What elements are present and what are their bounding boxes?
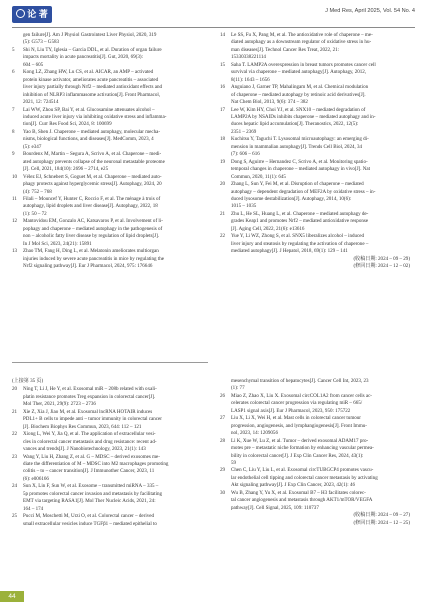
reference-number xyxy=(220,248,231,255)
reference-number xyxy=(12,166,23,173)
reference-line xyxy=(12,181,208,188)
reference-text: Xie Z, Xia J, Jiao M, et al. Exosomal lncRNA HOTAIR induces xyxy=(23,408,153,415)
journal-section-logo xyxy=(12,6,52,23)
reference-number xyxy=(220,196,231,203)
received-date: (收稿日期: 2024 – 09 – 29) xyxy=(353,255,410,262)
reference-number xyxy=(12,401,23,408)
reference-number: 8 xyxy=(12,128,15,135)
reference-text: motes pre – metastatic niche formation by enhancing vascular permea- xyxy=(231,445,374,452)
reference-number xyxy=(220,445,231,452)
reference-number xyxy=(220,423,231,430)
reference-line xyxy=(220,393,416,400)
reference-number xyxy=(220,218,231,225)
reference-text: Mantovidou EM, Gonzalo AC, Katsavaros P, et al. Involvement of li- xyxy=(23,218,163,225)
reference-text: Sun X, Lin F, Sun W, et al. Exosome – transmitted miRNA – 335 – xyxy=(23,483,159,490)
reference-number xyxy=(220,482,231,489)
reference-number xyxy=(220,174,231,181)
reference-number: 21 xyxy=(220,210,226,217)
reference-text: diated autophagy as a downstream regulator of oxidative stress in hu- xyxy=(231,39,372,46)
reference-number: 30 xyxy=(220,489,226,496)
reference-line xyxy=(12,203,208,210)
reference-number xyxy=(12,54,23,61)
reference-text: vances and trends[J]. J Nanobiotechnology, 2023, 21(1): 143 xyxy=(23,446,146,453)
reference-number xyxy=(12,461,23,468)
reference-number xyxy=(12,136,23,143)
reference-text: Zhang L, Sun Y, Fei M, et al. Disruption of chaperone – mediated xyxy=(231,181,364,188)
reference-line xyxy=(220,69,416,76)
reference-line xyxy=(12,476,208,483)
reference-line xyxy=(12,241,208,248)
logo-ring-icon xyxy=(16,9,25,18)
reference-line xyxy=(12,483,208,490)
reference-text: Bourdenx M, Martin – Segura A, Scrivo A, et al. Chaperone – medi- xyxy=(23,151,162,158)
reference-text: (4): 752 – 768 xyxy=(23,188,52,195)
reference-line xyxy=(220,400,416,407)
reference-text: progression, angiogenesis, and lymphangiogenesis[J]. Front Immu- xyxy=(231,422,367,429)
reference-number: 7 xyxy=(12,106,15,113)
header-divider xyxy=(12,27,415,28)
reference-text: Zhao TM, Fang H, Ding L, et al. Melatonin ameliorates multiorgan xyxy=(23,248,159,255)
reference-number xyxy=(12,159,23,166)
reference-number xyxy=(220,430,231,437)
reference-text: 59 xyxy=(231,459,237,466)
reference-line xyxy=(220,453,416,460)
reference-text: Mol Ther, 2021, 29(9): 2723 – 2736 xyxy=(23,401,96,408)
reference-text: (5): e347 xyxy=(23,143,42,150)
reference-number xyxy=(220,453,231,460)
reference-text: Yue Y, Li WZ, Zhong S, et al. SNX5 liberalizes alcohol – induced xyxy=(231,233,365,240)
reference-number xyxy=(12,446,23,453)
received-date: (收稿日期: 2024 – 09 – 27) xyxy=(353,512,410,519)
reference-number xyxy=(12,226,23,233)
reference-text: ated autophagy prevents collapse of the neuronal metastable proteome xyxy=(23,158,165,165)
reference-text: Nat Chem Biol, 2013, 9(6): 374 – 382 xyxy=(231,99,308,106)
reference-text: Wang Y, Liu H, Zhang Z, et al. G – MDSC – derived exosomes me- xyxy=(23,453,160,460)
reference-text: autophagy, lipid droplets and liver disease[J]. Autophagy, 2022, 18 xyxy=(23,203,158,210)
reference-line xyxy=(12,174,208,181)
reference-line xyxy=(220,39,416,46)
reference-number xyxy=(220,121,231,128)
reference-text: Kong LZ, Zhang HW, Lu CS, et al. AICAR, an AMP – activated xyxy=(23,69,154,76)
reference-number xyxy=(220,226,231,233)
reference-line xyxy=(220,226,416,233)
reference-line xyxy=(220,159,416,166)
reference-number xyxy=(220,189,231,196)
reference-text: Xiong L, Wei Y, Jia Q, et al. The application of extracellular vesi- xyxy=(23,431,156,438)
reference-number xyxy=(12,416,23,423)
reference-line xyxy=(12,521,208,528)
reference-line xyxy=(12,409,208,416)
reference-line xyxy=(12,498,208,505)
reference-number xyxy=(220,129,231,136)
reference-number xyxy=(220,114,231,121)
reference-line xyxy=(12,144,208,151)
reference-text: Liu X, Li X, Wei H, et al. Mast cells in colorectal cancer tumour xyxy=(231,415,361,422)
reference-number xyxy=(12,468,23,475)
reference-line xyxy=(12,454,208,461)
reference-number xyxy=(12,263,23,270)
page-header xyxy=(12,6,415,24)
reference-number: 17 xyxy=(220,106,226,113)
reference-text: Filali – Mouncef Y, Hunter C, Roccio F, et al. The ménage à trois of xyxy=(23,195,161,202)
reference-text: In J Mol Sci, 2023, 24(21): 15891 xyxy=(23,240,92,247)
running-head: J Med Res, April 2025, Vol. 54 No. 4 xyxy=(325,8,415,14)
reference-text: colitis – to – cancer transition[J]. J Immunother Cancer, 2023, 11 xyxy=(23,468,155,475)
reference-number xyxy=(220,241,231,248)
reference-line xyxy=(12,62,208,69)
reference-line xyxy=(220,189,416,196)
upper-left-column xyxy=(12,32,208,271)
reference-number: 21 xyxy=(12,408,18,415)
reference-text: Kuchitsu Y, Taguchi T. Lysosomal microautophagy: an emerging di- xyxy=(231,136,369,143)
reference-number xyxy=(12,521,23,528)
reference-line xyxy=(220,438,416,445)
reference-text: duced lysosome destabilization[J]. Autophagy, 2014, 10(6): xyxy=(231,195,352,202)
reference-text: of chaperone – mediated autophagy by retinoic acid derivatives[J]. xyxy=(231,91,366,98)
reference-text: phagy protects against hyperglycemic stress[J]. Autophagy, 2024, 20 xyxy=(23,181,162,188)
reference-text: [J]. Aging Cell, 2022, 21(6): e13616 xyxy=(231,225,305,232)
reference-line xyxy=(12,189,208,196)
revised-date: (修回日期: 2024 – 12 – 02) xyxy=(353,263,410,270)
reference-line xyxy=(220,415,416,422)
reference-line xyxy=(220,248,416,255)
reference-text: (7): 606 – 616 xyxy=(231,151,260,158)
reference-line xyxy=(12,506,208,513)
reference-text: 8(11): 1643 – 1656 xyxy=(231,76,270,83)
reference-text: (1): 50 – 72 xyxy=(23,210,47,217)
reference-text: Shi N, Liu TY, Iglesia – Garcia DDL, et al. Duration of organ failure xyxy=(23,46,162,53)
reference-line xyxy=(220,218,416,225)
upper-right-column xyxy=(220,32,416,271)
reference-line xyxy=(12,107,208,114)
reference-text: grades Keap1 and promotes Nrf2 – mediated antioxidative response xyxy=(231,218,369,225)
lower-right-column xyxy=(220,378,416,527)
reference-line xyxy=(220,408,416,415)
reference-text: Le SS, Fu X, Pang M, et al. The antioxidative role of chaperone – me- xyxy=(231,32,373,38)
reference-number xyxy=(220,400,231,407)
reference-number: 28 xyxy=(220,437,226,444)
reference-line xyxy=(220,445,416,452)
lower-left-column xyxy=(12,378,208,528)
reference-number xyxy=(12,498,23,505)
reference-number: 23 xyxy=(12,453,18,460)
reference-line xyxy=(220,460,416,467)
reference-number: 11 xyxy=(12,195,17,202)
reference-number xyxy=(12,189,23,196)
page-number: 44 xyxy=(0,591,24,602)
reference-text: Zhu L, He SL, Huang L, et al. Chaperone – mediated autophagy de- xyxy=(231,210,369,217)
reference-text: pophagy and chaperone – mediated autophagy in the pathogenesis of xyxy=(23,225,163,232)
reference-line xyxy=(12,136,208,143)
reference-number xyxy=(220,497,231,504)
reference-line xyxy=(12,248,208,255)
reference-text: mension in mammalian autophagy[J]. Trends Cell Biol, 2024, 34 xyxy=(231,143,363,150)
reference-text: Vélez EJ, Schnebert S, Goguet M, et al. Chaperone – mediated auto- xyxy=(23,173,162,180)
reference-line xyxy=(12,513,208,520)
reference-line xyxy=(12,263,208,270)
reference-number xyxy=(220,151,231,158)
reference-number: 29 xyxy=(220,467,226,474)
reference-number xyxy=(220,203,231,210)
reference-text: Anguiano J, Garner TP, Mahalingam M, et al. Chemical modulation xyxy=(231,84,369,91)
reference-number: 18 xyxy=(220,136,226,143)
reference-number: 9 xyxy=(12,151,15,158)
reference-number xyxy=(220,166,231,173)
reference-number xyxy=(220,39,231,46)
reference-text: 164 – 174 xyxy=(23,505,44,512)
reference-number xyxy=(12,424,23,431)
reference-number: 12 xyxy=(12,218,18,225)
reference-text: 2351 – 2369 xyxy=(231,128,257,135)
reference-number xyxy=(220,47,231,54)
reference-line xyxy=(12,54,208,61)
reference-line xyxy=(12,196,208,203)
reference-text: EMT via targeting RASA1[J]. Mol Ther Nucleic Acids, 2021, 24: xyxy=(23,498,156,505)
reference-number xyxy=(220,144,231,151)
reference-line xyxy=(12,233,208,240)
reference-line xyxy=(12,491,208,498)
section-divider xyxy=(12,362,208,363)
reference-line xyxy=(12,84,208,91)
reference-text: 5p promotes colorectal cancer invasion and metastasis by facilitating xyxy=(23,490,163,497)
reference-number xyxy=(12,62,23,69)
reference-text: bility in colorectal cancer[J]. J Exp Clin Cancer Res, 2024, 43(1): xyxy=(231,452,364,459)
reference-line xyxy=(220,107,416,114)
reference-text: PDL1+ B cells to impede anti – tumor immunity in colorectal cancer xyxy=(23,416,162,423)
reference-number: 15 xyxy=(220,61,226,68)
reference-text: tal cancer angiogenesis and metastasis through AKT1/mTOR/VEGFA xyxy=(231,497,373,504)
reference-number xyxy=(220,99,231,106)
reference-line xyxy=(220,84,416,91)
reference-line xyxy=(220,54,416,61)
reference-number: 20 xyxy=(220,181,226,188)
revised-date: (修回日期: 2024 – 12 – 25) xyxy=(353,519,410,526)
reference-line xyxy=(220,467,416,474)
reference-number: 19 xyxy=(220,158,226,165)
reference-number: 27 xyxy=(220,415,226,422)
reference-number: 16 xyxy=(220,84,226,91)
reference-number xyxy=(12,241,23,248)
reference-number xyxy=(12,203,23,210)
reference-text: survival via chaperone – mediated autophagy[J]. Autophagy, 2012, xyxy=(231,69,367,76)
reference-text: LASP1 signal axis[J]. Eur J Pharmacol, 2023, 950: 175722 xyxy=(231,407,351,414)
reference-number: 6 xyxy=(12,69,15,76)
reference-text: 604 – 605 xyxy=(23,61,44,68)
reference-line xyxy=(12,468,208,475)
reference-number xyxy=(220,460,231,467)
reference-text: man diseases[J]. Technol Cancer Res Treat, 2022, 21: xyxy=(231,46,340,53)
reference-text: nol, 2023, 14: 1209056 xyxy=(231,430,278,437)
reference-text: tion[J]. Curr Res Food Sci, 2024, 8: 100699 xyxy=(23,121,112,128)
reference-text: Commun, 2020, 11(1): 645 xyxy=(231,173,286,180)
reference-text: 1015 – 1035 xyxy=(231,203,257,210)
reference-text: liver injury and steatosis by regulating the activation of chaperone – xyxy=(231,240,369,247)
reference-text: Lee W, Kim HY, Choi YJ, et al. SNX10 – mediated degradation of xyxy=(231,106,366,113)
reference-text: celerates colorectal cancer progression via regulating miR – 665/ xyxy=(231,400,363,407)
reference-line xyxy=(220,121,416,128)
reference-text: platin resistance promotes Treg expansion in colorectal cancer[J]. xyxy=(23,393,156,400)
reference-number xyxy=(12,256,23,263)
reference-text: nisms, biological functions, and diseases[J]. MedComm, 2023, 4 xyxy=(23,136,154,143)
reference-number: 10 xyxy=(12,173,18,180)
reference-line xyxy=(12,386,208,393)
reference-number xyxy=(12,84,23,91)
reference-text: Saha T. LAMP2A overexpression in breast tumors promotes cancer cell xyxy=(231,61,376,68)
reference-number xyxy=(220,69,231,76)
reference-text: Pucci M, Moschetti M, Urzi O, et al. Colorectal cancer – derived xyxy=(23,513,155,520)
reference-text: duces hepatic lipid accumulation[J]. Theranostics, 2022, 12(5): xyxy=(231,121,359,128)
reference-text: 2021, 12: 724514 xyxy=(23,99,59,106)
reference-number xyxy=(220,408,231,415)
reference-text: autophagy – dependent degradation of MEF2A by oxidative stress – in- xyxy=(231,188,376,195)
reference-line xyxy=(220,62,416,69)
reference-line xyxy=(12,92,208,99)
section-label: 论 著 xyxy=(27,9,48,19)
reference-number xyxy=(12,114,23,121)
reference-line xyxy=(220,203,416,210)
reference-text: inhibition of NLRP3 inflammasome activation[J]. Front Pharmacol, xyxy=(23,91,161,98)
reference-text: Dong S, Aguirre – Hernandez C, Scrivo A, et al. Monitoring spatio- xyxy=(231,158,368,165)
reference-number xyxy=(12,99,23,106)
reference-number: 22 xyxy=(220,233,226,240)
reference-line xyxy=(220,99,416,106)
reference-line xyxy=(12,218,208,225)
reference-line xyxy=(220,166,416,173)
reference-number: 25 xyxy=(12,513,18,520)
reference-number xyxy=(220,54,231,61)
reference-line xyxy=(220,47,416,54)
reference-text: Nrf2 signaling pathway[J]. Eur J Pharmacol, 2024, 975: 176646 xyxy=(23,263,153,270)
reference-line xyxy=(12,151,208,158)
reference-text: Yao B, Shen J. Chaperone – mediated autophagy, molecular mecha- xyxy=(23,128,161,135)
reference-number xyxy=(220,92,231,99)
reference-line xyxy=(220,430,416,437)
reference-line xyxy=(220,497,416,504)
reference-line xyxy=(12,166,208,173)
reference-number xyxy=(220,475,231,482)
reference-line xyxy=(12,431,208,438)
reference-line xyxy=(220,482,416,489)
reference-number xyxy=(12,211,23,218)
reference-text: impacts mortality in acute pancreatitis[J]. Gut, 2020, 69(3): xyxy=(23,54,143,61)
continued-reference-line: (5): G573 – G583 xyxy=(23,39,60,46)
section-continuation-note: (上接第 35 页) xyxy=(12,378,44,384)
reference-number xyxy=(12,121,23,128)
reference-text: liver injury partially through Nrf2 – mediated antioxidant effects and xyxy=(23,84,163,91)
reference-number: 20 xyxy=(12,386,18,393)
reference-line xyxy=(12,461,208,468)
reference-text: protein kinase activator, ameliorates acute pancreatitis – associated xyxy=(23,76,159,83)
reference-line xyxy=(12,446,208,453)
reference-line xyxy=(220,92,416,99)
reference-number xyxy=(12,92,23,99)
reference-number xyxy=(12,506,23,513)
reference-line xyxy=(12,121,208,128)
reference-number xyxy=(12,181,23,188)
reference-line xyxy=(220,129,416,136)
reference-number xyxy=(12,476,23,483)
reference-number: 13 xyxy=(12,248,18,255)
reference-line xyxy=(220,136,416,143)
reference-number xyxy=(12,144,23,151)
reference-text: (6): e006166 xyxy=(23,475,49,482)
reference-line xyxy=(220,233,416,240)
reference-number xyxy=(220,77,231,84)
continued-reference-line: (1): 77 xyxy=(231,385,245,392)
reference-text: lar endothelial cell tipping and colorectal cancer metastasis by activating xyxy=(231,474,378,481)
reference-line xyxy=(12,99,208,106)
reference-number xyxy=(12,77,23,84)
reference-text: cles in colorectal cancer metastasis and drug resistance: recent ad- xyxy=(23,438,157,445)
reference-text: Wu B, Zhang Y, Yu X, et al. Exosomal B7 – H3 facilitates colorec- xyxy=(231,489,366,496)
reference-line xyxy=(220,196,416,203)
reference-number xyxy=(12,394,23,401)
reference-number xyxy=(220,505,231,512)
reference-line xyxy=(12,114,208,121)
continued-reference-line: gen failure[J]. Am J Physiol Gastrointest Liver Physiol, 2020, 319 xyxy=(23,32,157,38)
reference-text: Ning T, Li J, He Y, et al. Exosomal miR – 208b related with oxali- xyxy=(23,386,157,393)
reference-text: diate the differentiation of M – MDSC into M2 macrophages promoting xyxy=(23,460,169,467)
reference-text: induced acute liver injury via inhibiting oxidative stress and inflamma- xyxy=(23,113,167,120)
reference-number: 22 xyxy=(12,431,18,438)
reference-text: [J]. Biochem Biophys Res Commun, 2023, 644: 112 – 121 xyxy=(23,423,142,430)
reference-text: mediated autophagy[J]. J Hepatol, 2018, 69(1): 129 – 141 xyxy=(231,248,348,255)
reference-number xyxy=(12,233,23,240)
reference-line xyxy=(220,77,416,84)
reference-text: LAMP2A by NSAIDs inhibits chaperone – mediated autophagy and in- xyxy=(231,113,376,120)
reference-text: Li K, Xue W, Lu Z, et al. Tumor – derived exosomal ADAM17 pro- xyxy=(231,437,369,444)
reference-text: Chen C, Liu Y, Liu L, et al. Exosomal circTUBGCP4 promotes vascu- xyxy=(231,467,374,474)
reference-number: 26 xyxy=(220,392,226,399)
reference-line xyxy=(12,439,208,446)
reference-text: non – alcoholic fatty liver disease by regulation of lipid droplets[J]. xyxy=(23,233,160,240)
reference-text: [J]. Cell, 2021, 184(10): 2696 – 2714, e25 xyxy=(23,166,109,173)
reference-line xyxy=(12,256,208,263)
reference-number: 14 xyxy=(220,32,226,38)
reference-number xyxy=(12,439,23,446)
reference-number xyxy=(12,491,23,498)
reference-line xyxy=(220,490,416,497)
reference-line xyxy=(12,416,208,423)
reference-text: pathway[J]. Cell Signal, 2025, 109: 110737 xyxy=(231,504,319,511)
reference-text: small extracellular vesicles induce TGFβ1 – mediated epithelial to xyxy=(23,520,157,527)
continued-reference-line: mesenchymal transition of hepatocytes[J]. Cancer Cell Int, 2023, 23 xyxy=(231,378,369,384)
reference-text: injuries induced by severe acute pancreatitis in mice by regulating the xyxy=(23,255,164,262)
reference-text: Lai WW, Zhou SP, Bai Y, et al. Glucosamine attenuates alcohol – xyxy=(23,106,155,113)
reference-text: Akt signaling pathway[J]. J Exp Clin Cancer, 2023, 42(1): 46 xyxy=(231,482,355,489)
reference-line xyxy=(220,423,416,430)
reference-text: temporal changes in chaperone – mediated autophagy in vivo[J]. Nat xyxy=(231,166,371,173)
reference-number: 24 xyxy=(12,483,18,490)
reference-line xyxy=(220,174,416,181)
reference-line xyxy=(12,69,208,76)
reference-line xyxy=(12,401,208,408)
reference-text: Miao Z, Zhao X, Liu X. Exosomal circCOL1A2 from cancer cells ac- xyxy=(231,392,372,399)
reference-text: 15330338221114 xyxy=(231,54,266,61)
reference-line xyxy=(220,181,416,188)
reference-line xyxy=(220,151,416,158)
reference-number: 5 xyxy=(12,46,15,53)
